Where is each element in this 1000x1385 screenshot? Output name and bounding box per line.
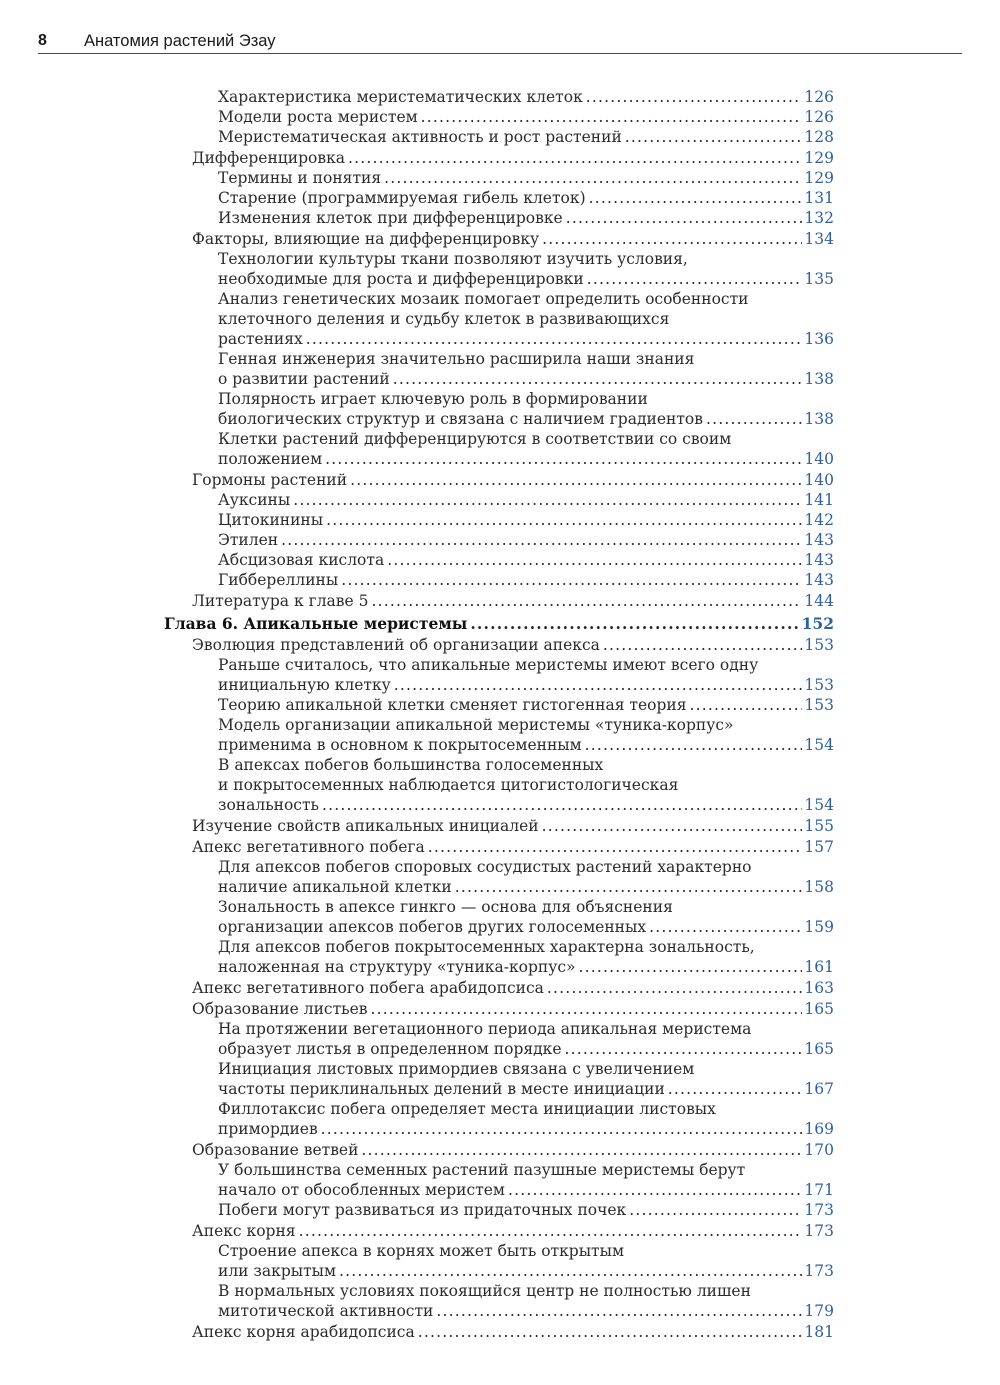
page-link[interactable]: 163: [804, 979, 834, 997]
toc-entry[interactable]: [160, 1140, 834, 1160]
toc-entry-title: Апекс вегетативного побега: [192, 838, 425, 856]
page-link[interactable]: 141: [804, 491, 834, 509]
page-link[interactable]: 132: [804, 209, 834, 227]
toc-entry[interactable]: [160, 148, 834, 168]
toc-entry[interactable]: [160, 735, 834, 755]
toc-entry[interactable]: [160, 999, 834, 1019]
page-link[interactable]: 136: [804, 330, 834, 348]
toc-entry-title: У большинства семенных растений пазушные меристемы берут: [218, 1161, 746, 1179]
page-link[interactable]: 161: [804, 958, 834, 976]
toc-entry-text-line: [160, 755, 834, 775]
page-link[interactable]: 126: [804, 108, 834, 126]
page-link[interactable]: 165: [804, 1000, 834, 1018]
page-link[interactable]: 138: [804, 410, 834, 428]
page-link[interactable]: 135: [804, 270, 834, 288]
toc-entry-title: Дифференцировка: [192, 149, 346, 167]
dot-leader: [508, 1180, 802, 1200]
dot-leader: [326, 510, 802, 530]
toc-entry-title: Полярность играет ключевую роль в формировании: [218, 390, 648, 408]
dot-leader: [393, 369, 803, 389]
toc-entry-title: Эволюция представлений об организации апекса: [192, 636, 600, 654]
page-link[interactable]: 157: [804, 838, 834, 856]
page-link[interactable]: 143: [804, 551, 834, 569]
page-link[interactable]: 126: [804, 88, 834, 106]
toc-entry-text-line: [160, 1059, 834, 1079]
toc-entry-title: зональность: [218, 796, 319, 814]
toc-entry[interactable]: [160, 188, 834, 208]
toc-entry-title: положением: [218, 450, 323, 468]
running-header: [38, 28, 962, 54]
dot-leader: [350, 470, 802, 490]
toc-entry-title: организации апексов побегов других голосеменных: [218, 918, 647, 936]
toc-entry[interactable]: [160, 917, 834, 937]
toc-entry-title: Апекс корня: [192, 1222, 296, 1240]
toc-entry-text-line: [160, 775, 834, 795]
page-link[interactable]: 159: [804, 918, 834, 936]
dot-leader: [281, 530, 802, 550]
dot-leader: [706, 409, 802, 429]
page-link[interactable]: 134: [804, 230, 834, 248]
page-link[interactable]: 129: [804, 169, 834, 187]
toc-entry-title: Раньше считалось, что апикальные меристемы имеют всего одну: [218, 656, 759, 674]
toc-entry-text-line: [160, 857, 834, 877]
toc-entry-title: Апекс корня арабидопсиса: [192, 1323, 415, 1341]
toc-entry-title: Изучение свойств апикальных инициалей: [192, 817, 539, 835]
toc-entry-text-line: [160, 897, 834, 917]
page-link[interactable]: 173: [804, 1201, 834, 1219]
toc-entry-title: клеточного деления и судьбу клеток в развивающихся: [218, 310, 670, 328]
page-link[interactable]: 181: [804, 1323, 834, 1341]
toc-entry[interactable]: [160, 877, 834, 897]
toc-entry[interactable]: [160, 1322, 834, 1342]
dot-leader: [394, 675, 803, 695]
toc-entry[interactable]: [160, 510, 834, 530]
toc-entry-title: начало от обособленных меристем: [218, 1181, 505, 1199]
dot-leader: [436, 1301, 802, 1321]
page-link[interactable]: 128: [804, 128, 834, 146]
toc-entry-title: Теорию апикальной клетки сменяет гистогенная теория: [218, 696, 687, 714]
toc-entry[interactable]: [160, 409, 834, 429]
toc-entry-title: Абсцизовая кислота: [218, 551, 385, 569]
toc-entry-text-line: [160, 309, 834, 329]
toc-entry-title: Ауксины: [218, 491, 291, 509]
toc-entry-title: Апекс вегетативного побега арабидопсиса: [192, 979, 544, 997]
toc-entry-text-line: [160, 1241, 834, 1261]
page-link[interactable]: 131: [804, 189, 834, 207]
dot-leader: [470, 614, 799, 634]
toc-chapter-entry[interactable]: [160, 614, 834, 634]
toc-entry-title: Изменения клеток при дифференцировке: [218, 209, 563, 227]
dot-leader: [542, 816, 803, 836]
toc-entry-title: Меристематическая активность и рост растений: [218, 128, 622, 146]
page-link[interactable]: 140: [804, 471, 834, 489]
dot-leader: [387, 550, 802, 570]
toc-entry-title: растениях: [218, 330, 303, 348]
toc-entry[interactable]: [160, 695, 834, 715]
toc-entry-title: Образование листьев: [192, 1000, 368, 1018]
page-link[interactable]: 173: [804, 1222, 834, 1240]
toc-entry-title: Побеги могут развиваться из придаточных почек: [218, 1201, 627, 1219]
dot-leader: [299, 1221, 803, 1241]
page-link[interactable]: 169: [804, 1120, 834, 1138]
table-of-contents: [160, 87, 834, 1342]
toc-entry-text-line: [160, 289, 834, 309]
toc-entry-title: Модель организации апикальной меристемы «туника-корпус»: [218, 716, 734, 734]
page-link[interactable]: 138: [804, 370, 834, 388]
dot-leader: [421, 107, 803, 127]
toc-entry-title: образует листья в определенном порядке: [218, 1040, 562, 1058]
toc-entry-title: Факторы, влияющие на дифференцировку: [192, 230, 540, 248]
dot-leader: [547, 978, 803, 998]
toc-entry[interactable]: [160, 1200, 834, 1220]
dot-leader: [603, 635, 803, 655]
dot-leader: [361, 1140, 802, 1160]
toc-entry-title: о развитии растений: [218, 370, 390, 388]
dot-leader: [625, 127, 803, 147]
toc-entry-title: необходимые для роста и дифференцировки: [218, 270, 584, 288]
page-link[interactable]: 173: [804, 1262, 834, 1280]
page-link[interactable]: 152: [801, 614, 834, 633]
toc-entry-title: частоты периклинальных делений в месте инициации: [218, 1080, 665, 1098]
dot-leader: [565, 1039, 803, 1059]
dot-leader: [589, 188, 803, 208]
dot-leader: [455, 877, 803, 897]
dot-leader: [585, 735, 803, 755]
toc-entry[interactable]: [160, 449, 834, 469]
dot-leader: [339, 1261, 802, 1281]
toc-entry[interactable]: [160, 957, 834, 977]
toc-entry-text-line: [160, 429, 834, 449]
toc-entry[interactable]: [160, 1079, 834, 1099]
toc-entry-title: или закрытым: [218, 1262, 337, 1280]
toc-entry-title: Технологии культуры ткани позволяют изучить условия,: [218, 250, 688, 268]
toc-entry-title: Старение (программируемая гибель клеток): [218, 189, 586, 207]
toc-entry-title: На протяжении вегетационного периода апикальная меристема: [218, 1020, 752, 1038]
dot-leader: [321, 1119, 803, 1139]
dot-leader: [306, 329, 803, 349]
toc-entry-title: Анализ генетических мозаик помогает определить особенности: [218, 290, 749, 308]
toc-entry-title: Гиббереллины: [218, 571, 339, 589]
toc-entry-title: Модели роста меристем: [218, 108, 418, 126]
page-number: 8: [38, 32, 47, 49]
page-link[interactable]: 142: [804, 511, 834, 529]
toc-entry-text-line: [160, 715, 834, 735]
page-link[interactable]: 153: [804, 636, 834, 654]
toc-entry-title: Клетки растений дифференцируются в соответствии со своим: [218, 430, 732, 448]
dot-leader: [668, 1079, 803, 1099]
page-link[interactable]: 144: [804, 592, 834, 610]
toc-entry[interactable]: [160, 1180, 834, 1200]
toc-entry[interactable]: [160, 978, 834, 998]
toc-entry[interactable]: [160, 550, 834, 570]
toc-entry[interactable]: [160, 570, 834, 590]
page-link[interactable]: 170: [804, 1141, 834, 1159]
dot-leader: [629, 1200, 802, 1220]
page-link[interactable]: 155: [804, 817, 834, 835]
dot-leader: [322, 795, 802, 815]
dot-leader: [690, 695, 803, 715]
toc-entry-text-line: [160, 349, 834, 369]
toc-entry[interactable]: [160, 816, 834, 836]
page-link[interactable]: 143: [804, 571, 834, 589]
dot-leader: [586, 87, 803, 107]
dot-leader: [384, 168, 802, 188]
dot-leader: [542, 229, 802, 249]
toc-entry-text-line: [160, 389, 834, 409]
page-link[interactable]: 154: [804, 736, 834, 754]
toc-entry-title: В апексах побегов большинства голосеменных: [218, 756, 604, 774]
dot-leader: [587, 269, 803, 289]
toc-entry-title: и покрытосеменных наблюдается цитогистологическая: [218, 776, 679, 794]
book-title: Анатомия растений Эзау: [84, 32, 276, 50]
page-link[interactable]: 129: [804, 149, 834, 167]
dot-leader: [566, 208, 803, 228]
toc-entry-title: Строение апекса в корнях может быть открытым: [218, 1242, 625, 1260]
toc-entry-title: биологических структур и связана с наличием градиентов: [218, 410, 703, 428]
toc-entry-title: Цитокинины: [218, 511, 324, 529]
toc-entry-text-line: [160, 249, 834, 269]
toc-entry-text-line: [160, 1099, 834, 1119]
toc-entry-title: Филлотаксис побега определяет места инициации листовых: [218, 1100, 716, 1118]
toc-entry-title: Характеристика меристематических клеток: [218, 88, 583, 106]
page-link[interactable]: 158: [804, 878, 834, 896]
toc-entry-title: Термины и понятия: [218, 169, 382, 187]
toc-entry-title: Образование ветвей: [192, 1141, 359, 1159]
toc-entry-title: Литература к главе 5: [192, 592, 369, 610]
toc-entry[interactable]: [160, 1119, 834, 1139]
toc-entry-title: Инициация листовых примордиев связана с увеличением: [218, 1060, 695, 1078]
toc-entry[interactable]: [160, 87, 834, 107]
dot-leader: [649, 917, 802, 937]
dot-leader: [293, 490, 802, 510]
toc-entry[interactable]: [160, 1039, 834, 1059]
toc-entry[interactable]: [160, 1221, 834, 1241]
toc-entry[interactable]: [160, 269, 834, 289]
dot-leader: [428, 837, 803, 857]
dot-leader: [371, 999, 803, 1019]
page-link[interactable]: 165: [804, 1040, 834, 1058]
toc-entry-text-line: [160, 655, 834, 675]
toc-entry-title: Зональность в апексе гинкго — основа для объяснения: [218, 898, 673, 916]
dot-leader: [348, 148, 802, 168]
toc-entry-title: В нормальных условиях покоящийся центр не полностью лишен: [218, 1282, 751, 1300]
page-link[interactable]: 153: [804, 676, 834, 694]
toc-entry-title: Этилен: [218, 531, 279, 549]
toc-entry-title: инициальную клетку: [218, 676, 391, 694]
dot-leader: [341, 570, 802, 590]
toc-entry[interactable]: [160, 470, 834, 490]
page-link[interactable]: 140: [804, 450, 834, 468]
page-link[interactable]: 171: [804, 1181, 834, 1199]
toc-entry[interactable]: [160, 329, 834, 349]
toc-entry-text-line: [160, 1160, 834, 1180]
page-link[interactable]: 153: [804, 696, 834, 714]
toc-entry-title: примордиев: [218, 1120, 318, 1138]
dot-leader: [325, 449, 802, 469]
toc-entry-title: Для апексов побегов споровых сосудистых растений характерно: [218, 858, 752, 876]
toc-entry-title: Гормоны растений: [192, 471, 348, 489]
page-link[interactable]: 167: [804, 1080, 834, 1098]
toc-entry-text-line: [160, 1019, 834, 1039]
toc-entry[interactable]: [160, 229, 834, 249]
page-link[interactable]: 143: [804, 531, 834, 549]
toc-entry[interactable]: [160, 530, 834, 550]
toc-entry-title: Для апексов побегов покрытосеменных характерна зональность,: [218, 938, 755, 956]
toc-entry[interactable]: [160, 1301, 834, 1321]
toc-entry-title: наложенная на структуру «туника-корпус»: [218, 958, 576, 976]
toc-entry[interactable]: [160, 795, 834, 815]
toc-entry[interactable]: [160, 127, 834, 147]
toc-entry[interactable]: [160, 168, 834, 188]
toc-entry[interactable]: [160, 490, 834, 510]
toc-entry-title: Глава 6. Апикальные меристемы: [164, 614, 468, 633]
toc-entry[interactable]: [160, 591, 834, 611]
page-link[interactable]: 154: [804, 796, 834, 814]
toc-entry-title: наличие апикальной клетки: [218, 878, 452, 896]
dot-leader: [418, 1322, 803, 1342]
dot-leader: [579, 957, 803, 977]
toc-entry[interactable]: [160, 837, 834, 857]
toc-entry-text-line: [160, 937, 834, 957]
toc-entry[interactable]: [160, 369, 834, 389]
toc-entry-title: митотической активности: [218, 1302, 434, 1320]
dot-leader: [371, 591, 802, 611]
toc-entry-title: Генная инженерия значительно расширила наши знания: [218, 350, 695, 368]
toc-entry[interactable]: [160, 635, 834, 655]
toc-entry[interactable]: [160, 1261, 834, 1281]
toc-entry-text-line: [160, 1281, 834, 1301]
page-link[interactable]: 179: [804, 1302, 834, 1320]
toc-entry[interactable]: [160, 107, 834, 127]
toc-entry[interactable]: [160, 208, 834, 228]
toc-entry-title: применима в основном к покрытосеменным: [218, 736, 582, 754]
toc-entry[interactable]: [160, 675, 834, 695]
